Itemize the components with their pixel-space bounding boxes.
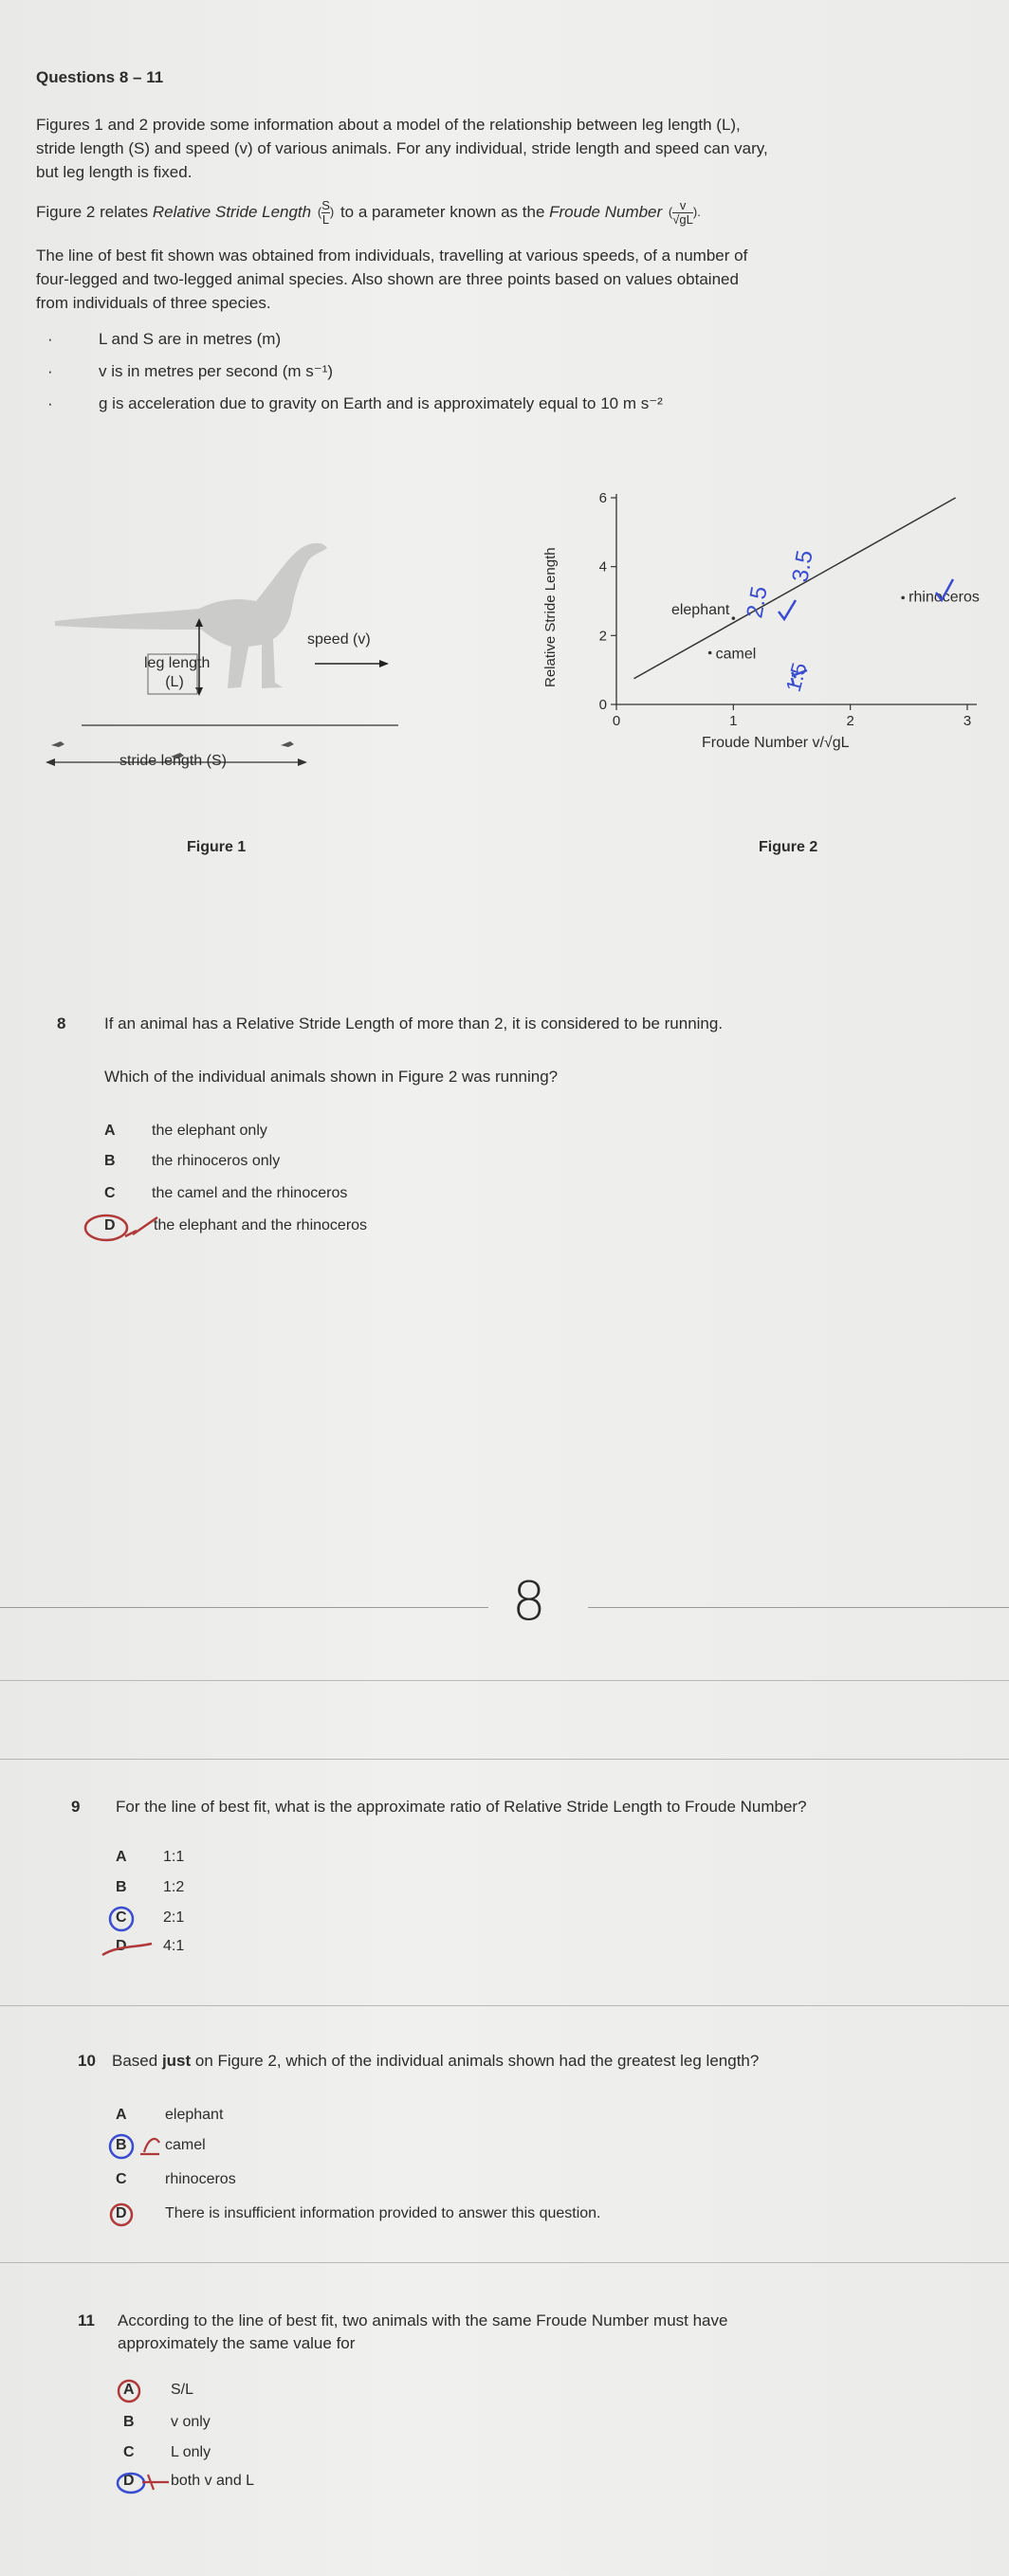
speed-label: speed (v) [307,631,371,648]
arrow-head-icon [46,758,55,766]
q10-number: 10 [78,2052,96,2070]
intro-p2-line-3: from individuals of three species. [36,294,271,312]
y-tick-label: 0 [598,697,607,713]
q11-answer-marks-icon [106,2370,192,2503]
best-fit-line [634,498,956,679]
q10-answer-marks-icon [102,2126,178,2230]
x-axis-label: Froude Number v/√gL [702,735,850,751]
q8-number: 8 [57,1014,66,1032]
handwritten-1-5: 1.5 [780,660,812,695]
option-letter: B [116,1879,127,1895]
fraction-denominator: √gL [672,212,693,227]
option-letter: B [116,2137,127,2153]
point-label-rhinoceros: rhinoceros [908,589,980,606]
option-letter: A [116,2107,127,2123]
q10-stem-emphasis: just [161,2052,192,2070]
figure2-chart [542,479,1000,792]
q8-stem-1: If an animal has a Relative Stride Length of more than 2, it is considered to be running. [104,1014,724,1032]
bullet-text: L and S are in metres (m) [99,330,282,348]
q11-stem-1: According to the line of best fit, two animals with the same Froude Number must have [118,2311,728,2329]
option-letter: A [116,1849,127,1865]
option-text: elephant [165,2107,224,2123]
y-tick-label: 6 [598,490,607,506]
fraction-v-over-sqrt-gl: ( $\frac{v}{√gL}$ ). [668,198,701,227]
option-letter: D [104,1217,116,1233]
stride-length-label: stride length (S) [119,753,227,769]
bullet-2: · v is in metres per second (m s⁻¹) [47,362,334,380]
leg-length-symbol: (L) [165,674,184,690]
handwritten-eight: 8 [512,1571,546,1633]
intro-text: Figure 2 relates [36,202,153,221]
point-elephant [732,616,736,620]
option-text: the elephant and the rhinoceros [154,1217,368,1233]
bullet-1: · L and S are in metres (m) [47,330,282,348]
relative-stride-length-term: Relative Stride Length [152,202,312,221]
option-text: v only [171,2414,211,2430]
y-tick-label: 2 [598,628,607,645]
fraction-denominator: L [321,212,330,227]
froude-number-term: Froude Number [549,202,663,221]
option-letter: C [123,2444,135,2460]
y-tick-label: 4 [598,558,607,575]
divider-left [0,1607,488,1608]
footprint-icon [51,741,64,747]
option-text: the camel and the rhinoceros [152,1185,348,1201]
option-text: There is insufficient information provided to answer this question. [165,2205,601,2221]
intro-line-1: Figures 1 and 2 provide some information about a model of the relationship between leg length (L), [36,116,741,134]
divider [0,2262,1009,2263]
option-text: camel [165,2137,206,2153]
option-letter: D [123,2473,135,2489]
option-letter: B [104,1153,116,1169]
option-text: 1:2 [163,1879,185,1895]
bullet-text: v is in metres per second (m s⁻¹) [99,362,334,380]
handwritten-3-5: 3.5 [787,548,818,585]
figure1-diagram [38,531,417,796]
option-text: S/L [171,2382,194,2398]
arrow-head-icon [298,758,307,766]
intro-line-3: but leg length is fixed. [36,163,193,181]
x-tick-label: 1 [729,713,738,729]
bullet-text: g is acceleration due to gravity on Earth and is approximately equal to 10 m s⁻² [99,394,663,412]
q9-stem: For the line of best fit, what is the approximate ratio of Relative Stride Length to Froude Number? [116,1798,807,1816]
option-letter: D [116,2205,127,2221]
point-label-camel: camel [715,646,757,663]
q9-answer-marks-icon [99,1898,174,1964]
option-text: rhinoceros [165,2171,236,2187]
intro-text: to a parameter known as the [336,202,550,221]
fraction-numerator: v [672,199,693,213]
divider-right [588,1607,1009,1608]
option-text: the elephant only [152,1123,267,1139]
point-rhinoceros [901,596,905,600]
option-letter: C [104,1185,116,1201]
q11-number: 11 [78,2311,95,2329]
x-tick-label: 3 [963,713,972,729]
option-letter: D [116,1938,127,1954]
option-text: 4:1 [163,1938,185,1954]
footprint-icon [281,741,294,747]
chart-marks [634,498,980,679]
option-letter: A [104,1123,116,1139]
option-text: 2:1 [163,1909,185,1926]
chart-ticks [599,490,972,729]
x-tick-label: 0 [612,713,621,729]
divider [0,1759,1009,1760]
q10-stem-text: on Figure 2, which of the individual animals shown had the greatest leg length? [191,2052,760,2070]
x-tick-label: 2 [846,713,854,729]
q9-number: 9 [71,1798,81,1816]
option-text: both v and L [171,2473,255,2489]
arrow-head-icon [379,660,389,667]
figure2-caption: Figure 2 [759,839,818,855]
leg-length-text: leg length [144,655,211,671]
divider [0,1680,1009,1681]
option-letter: B [123,2414,135,2430]
handwritten-2-5: 2.5 [742,584,773,621]
option-text: L only [171,2444,211,2460]
point-label-elephant: elephant [670,602,730,619]
divider [0,2005,1009,2006]
fraction-s-over-l: ( $\frac{S}{L}$ ) [317,198,335,227]
bullet-3: · g is acceleration due to gravity on Earth and is approximately equal to 10 m s⁻² [47,394,663,412]
q11-stem-2: approximately the same value for [118,2334,356,2352]
q8-stem-2: Which of the individual animals shown in Figure 2 was running? [104,1068,559,1086]
y-axis-label: Relative Stride Length [542,547,559,687]
q10-stem-text: Based [112,2052,162,2070]
intro-p2-line-2: four-legged and two-legged animal species. Also shown are three points based on values obtained [36,270,739,288]
option-text: the rhinoceros only [152,1153,281,1169]
handwritten-tick-icon [779,600,796,619]
point-camel [708,651,712,655]
option-letter: C [116,2171,127,2187]
option-text: 1:1 [163,1849,185,1865]
leg-length-label [144,654,211,692]
questions-heading: Questions 8 – 11 [36,68,164,86]
option-letter: A [123,2382,135,2398]
intro-line-2: stride length (S) and speed (v) of various animals. For any individual, stride length and speed can vary, [36,139,768,157]
fraction-numerator: S [321,198,330,212]
q8-answer-circle-icon [59,1202,192,1250]
intro-figure2-line [36,199,701,227]
intro-p2-line-1: The line of best fit shown was obtained from individuals, travelling at various speeds, of a number of [36,247,748,265]
q10-stem [112,2050,759,2073]
figure1-caption: Figure 1 [187,839,247,855]
option-letter: C [116,1909,127,1926]
